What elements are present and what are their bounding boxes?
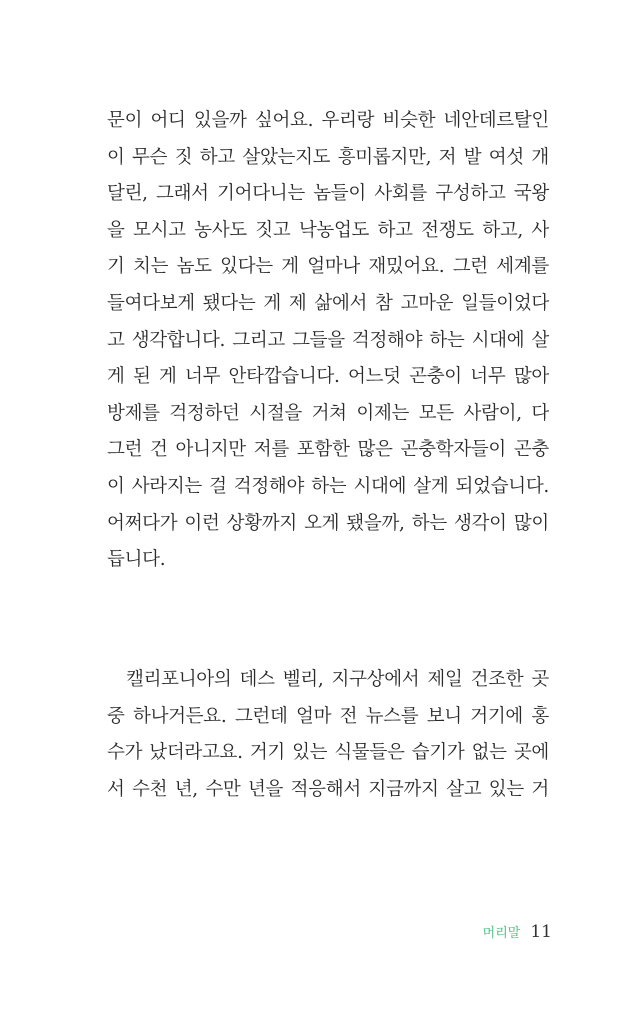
text-line: 중 하나거든요. 그런데 얼마 전 뉴스를 보니 거기에 홍 <box>107 705 549 727</box>
text-line: 고 생각합니다. 그리고 그들을 걱정해야 하는 시대에 살 <box>107 329 549 351</box>
text-line: 들여다보게 됐다는 게 제 삶에서 참 고마운 일들이었다 <box>107 292 549 314</box>
text-line: 게 된 게 너무 안타깝습니다. 어느덧 곤충이 너무 많아 <box>107 366 549 388</box>
text-line: 이 사라지는 걸 걱정해야 하는 시대에 살게 되었습니다. <box>107 475 549 497</box>
text-line: 어쩌다가 이런 상황까지 오게 됐을까, 하는 생각이 많이 <box>107 512 549 534</box>
text-line: 캘리포니아의 데스 벨리, 지구상에서 제일 건조한 곳 <box>126 669 549 690</box>
text-line: 을 모시고 농사도 짓고 낙농업도 하고 전쟁도 하고, 사 <box>107 219 549 241</box>
paragraph-2 <box>107 662 549 808</box>
text-line: 문이 어디 있을까 싶어요. 우리랑 비슷한 네안데르탈인 <box>107 110 549 131</box>
text-line: 기 치는 놈도 있다는 게 얼마나 재밌어요. 그런 세계를 <box>107 256 549 278</box>
paragraph-1 <box>107 103 549 579</box>
text-line: 그런 건 아니지만 저를 포함한 많은 곤충학자들이 곤충 <box>107 439 549 461</box>
text-line: 이 무슨 짓 하고 살았는지도 흥미롭지만, 저 발 여섯 개 <box>107 146 549 168</box>
text-line: 듭니다. <box>107 549 166 571</box>
page-footer <box>483 922 552 942</box>
text-line: 방제를 걱정하던 시절을 거쳐 이제는 모든 사람이, 다 <box>107 402 549 424</box>
text-line: 달린, 그래서 기어다니는 놈들이 사회를 구성하고 국왕 <box>107 183 549 205</box>
text-line: 수가 났더라고요. 거기 있는 식물들은 습기가 없는 곳에 <box>107 742 549 764</box>
text-line: 서 수천 년, 수만 년을 적응해서 지금까지 살고 있는 거 <box>107 778 549 800</box>
page-number: 11 <box>530 922 552 942</box>
running-header-section-title: 머리말 <box>482 926 521 941</box>
